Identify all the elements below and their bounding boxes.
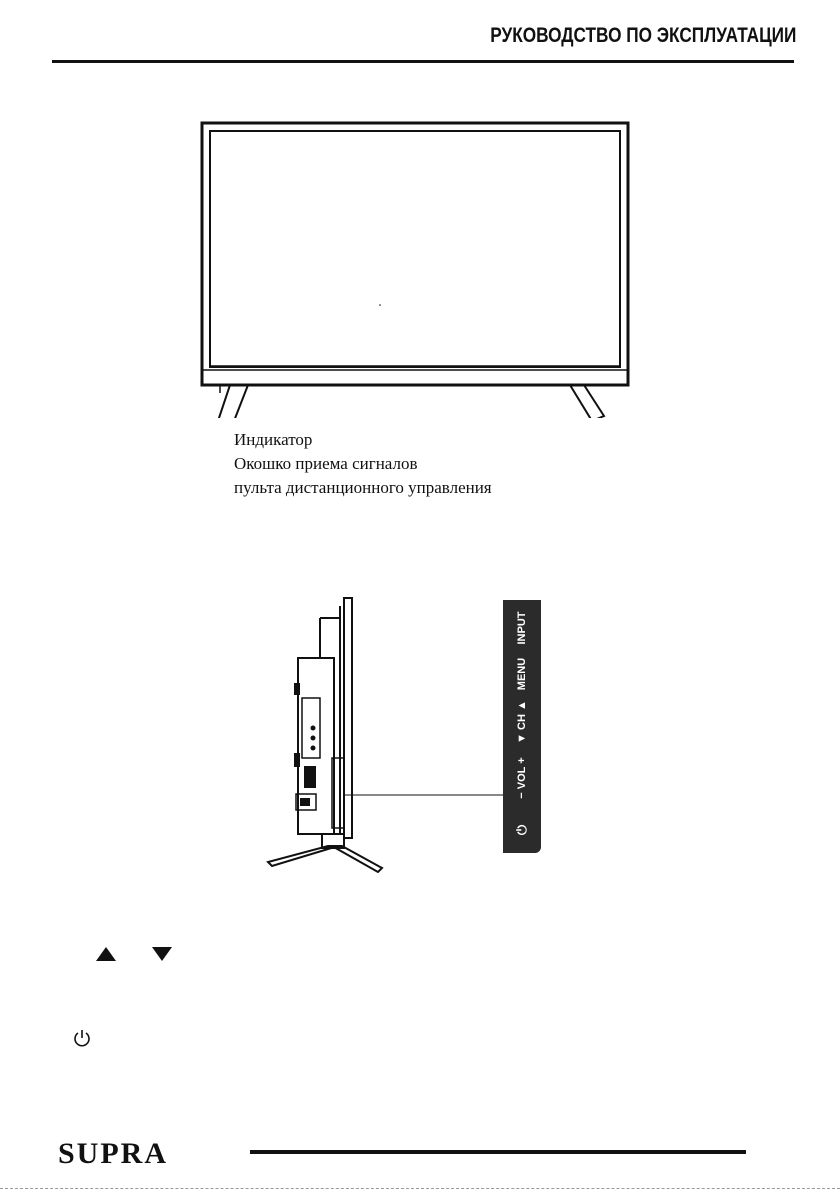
down-triangle-icon <box>151 946 173 962</box>
callout-ir-window: Окошко приема сигналов <box>234 454 418 473</box>
control-panel-diagram <box>503 600 541 853</box>
tv-front-illustration <box>190 118 630 418</box>
tv-side-illustration <box>258 588 508 873</box>
up-triangle-icon <box>95 946 117 962</box>
front-view-callouts <box>234 428 492 500</box>
panel-menu-label: MENU <box>516 657 528 691</box>
page-edge <box>0 1188 840 1189</box>
brand-logo: SUPRA <box>58 1137 169 1170</box>
header-divider <box>52 60 794 63</box>
panel-input-label: INPUT <box>516 611 528 645</box>
panel-power-symbol: ⏻ <box>514 824 529 836</box>
footer-divider <box>250 1150 746 1154</box>
power-icon <box>72 1028 92 1048</box>
callout-remote-control: пульта дистанционного управления <box>234 478 492 497</box>
page-header-title: РУКОВОДСТВО ПО ЭКСПЛУАТАЦИИ <box>489 24 796 47</box>
panel-channel-label: ▼ CH ▲ <box>516 700 528 744</box>
panel-volume-label: − VOL + <box>516 757 528 799</box>
callout-indicator: Индикатор <box>234 430 313 449</box>
